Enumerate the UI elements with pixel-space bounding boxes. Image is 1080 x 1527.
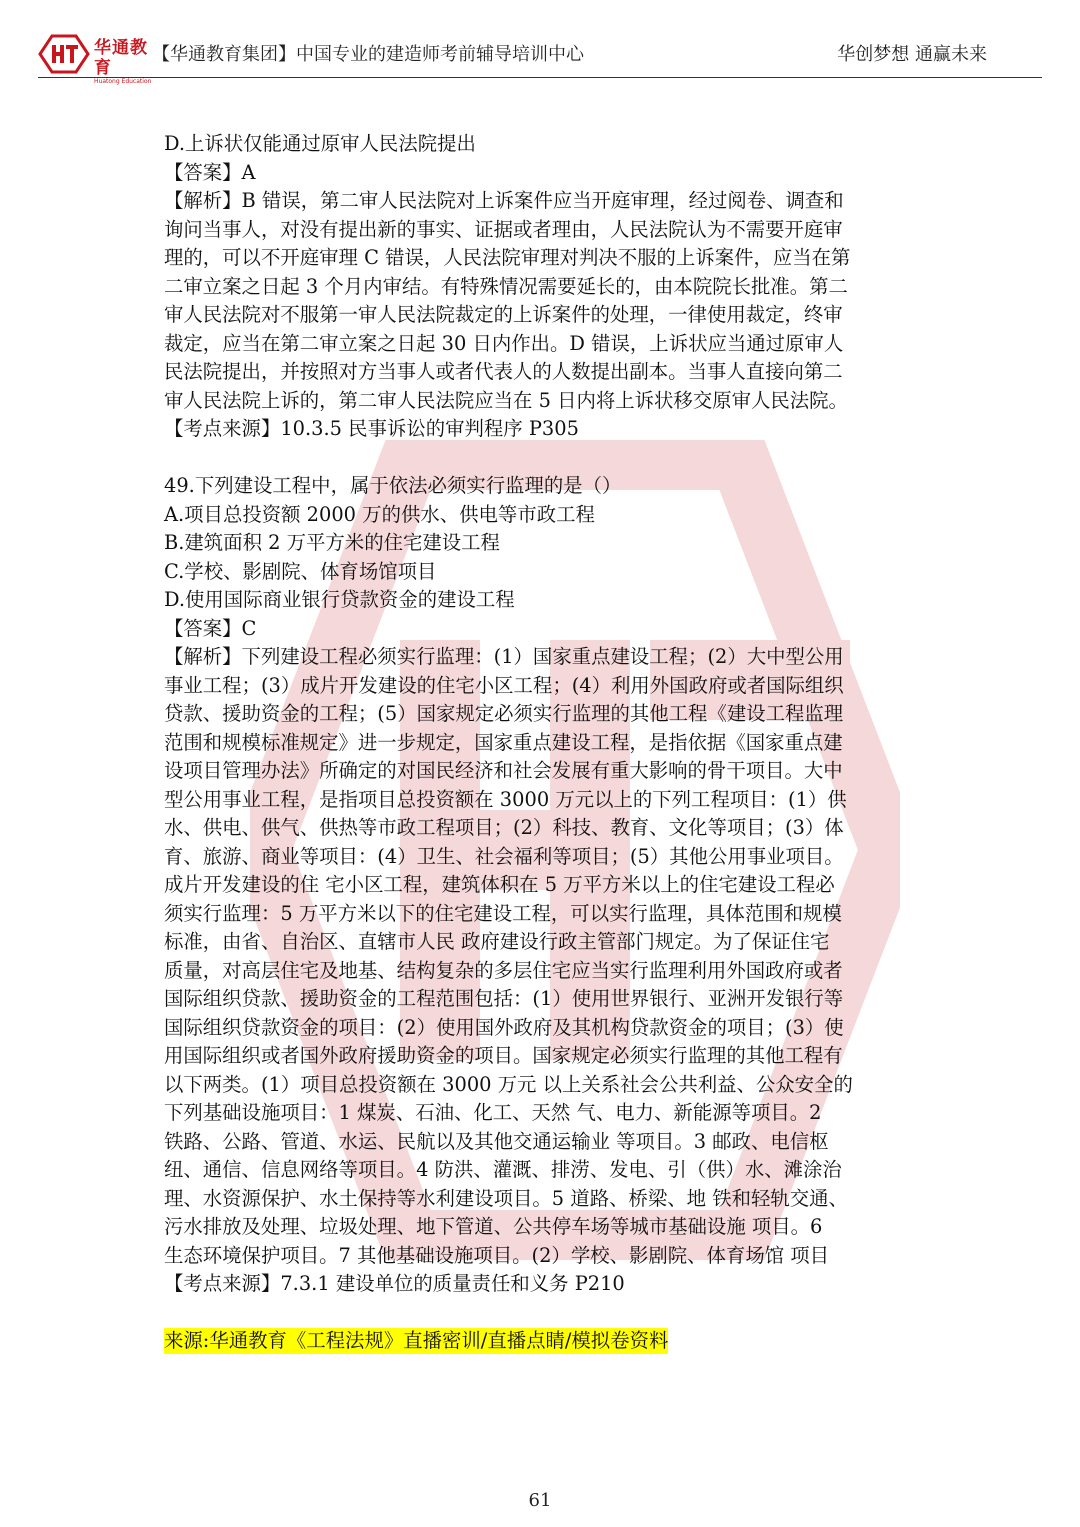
text-line: 纽、通信、信息网络等项目。4 防洪、灌溉、排涝、发电、引（供）水、滩涂治 bbox=[164, 1158, 842, 1181]
text-line: 生态环境保护项目。7 其他基础设施项目。(2）学校、影剧院、体育场馆 项目 bbox=[164, 1243, 830, 1267]
text-line: D.上诉状仅能通过原审人民法院提出 bbox=[164, 132, 476, 155]
answer-line: 【答案】C bbox=[164, 616, 257, 640]
question-48-tail bbox=[164, 130, 924, 444]
brand-name: 华通教育 bbox=[94, 38, 148, 78]
page-content bbox=[164, 130, 924, 1356]
header-slogan: 华创梦想 通赢未来 bbox=[837, 44, 987, 65]
text-line: 成片开发建设的住 宅小区工程，建筑体积在 5 万平方米以上的住宅建设工程必 bbox=[164, 873, 835, 896]
option-a: A.项目总投资额 2000 万的供水、供电等市政工程 bbox=[164, 502, 595, 526]
source-note-line bbox=[164, 1327, 924, 1356]
huatong-logo-icon bbox=[38, 34, 90, 74]
page-number: 61 bbox=[528, 1490, 552, 1511]
text-line: 询问当事人，对没有提出新的事实、证据或者理由，人民法院认为不需要开庭审 bbox=[164, 217, 843, 241]
brand-name-english: Huatong Education bbox=[94, 78, 152, 85]
text-line: 贷款、援助资金的工程；(5）国家规定必须实行监理的其他工程《建设工程监理 bbox=[164, 702, 844, 725]
source-line: 【考点来源】10.3.5 民事诉讼的审判程序 P305 bbox=[164, 417, 579, 440]
text-line: 国际组织贷款资金的项目：(2）使用国外政府及其机构贷款资金的项目；(3）使 bbox=[164, 1015, 844, 1039]
text-line: 须实行监理：5 万平方米以下的住宅建设工程，可以实行监理，具体范围和规模 bbox=[164, 901, 842, 925]
text-line: 污水排放及处理、垃圾处理、地下管道、公共停车场等城市基础设施 项目。6 bbox=[164, 1215, 823, 1238]
header-tagline: 【华通教育集团】中国专业的建造师考前辅导培训中心 bbox=[152, 44, 584, 65]
question-stem: 49.下列建设工程中，属于依法必须实行监理的是（） bbox=[164, 474, 622, 497]
header-divider bbox=[38, 77, 1042, 78]
source-line bbox=[164, 1299, 924, 1328]
source-note-highlight: 来源:华通教育《工程法规》直播密训/直播点睛/模拟卷资料 bbox=[164, 1329, 669, 1352]
text-line: 质量，对高层住宅及地基、结构复杂的多层住宅应当实行监理利用外国政府或者 bbox=[164, 958, 843, 982]
text-line: 理、水资源保护、水土保持等水利建设项目。5 道路、桥梁、地 铁和轻轨交通、 bbox=[164, 1186, 848, 1210]
text-line: 育、旅游、商业等项目：(4）卫生、社会福利等项目；(5）其他公用事业项目。 bbox=[164, 844, 844, 868]
text-line: 下列基础设施项目：1 煤炭、石油、化工、天然 气、电力、新能源等项目。2 bbox=[164, 1101, 822, 1124]
option-b: B.建筑面积 2 万平方米的住宅建设工程 bbox=[164, 531, 500, 554]
text-line: 范围和规模标准规定》进一步规定，国家重点建设工程，是指依据《国家重点建 bbox=[164, 730, 843, 754]
text-line: 【考点来源】7.3.1 建设单位的质量责任和义务 P210 bbox=[164, 1272, 625, 1295]
option-c: C.学校、影剧院、体育场馆项目 bbox=[164, 559, 437, 583]
text-line: 设项目管理办法》所确定的对国民经济和社会发展有重大影响的骨干项目。大中 bbox=[164, 759, 843, 782]
text-line: 【解析】下列建设工程必须实行监理：(1）国家重点建设工程；(2）大中型公用 bbox=[164, 645, 844, 668]
text-line: 裁定，应当在第二审立案之日起 30 日内作出。D 错误，上诉状应当通过原审人 bbox=[164, 331, 844, 355]
text-line: 审人民法院上诉的，第二审人民法院应当在 5 日内将上诉状移交原审人民法院。 bbox=[164, 388, 848, 412]
text-line: 用国际组织或者国外政府援助资金的项目。国家规定必须实行监理的其他工程有 bbox=[164, 1044, 843, 1067]
text-line: 型公用事业工程，是指项目总投资额在 3000 万元以上的下列工程项目：(1）供 bbox=[164, 787, 847, 811]
text-line: 二审立案之日起 3 个月内审结。有特殊情况需要延长的，由本院院长批准。第二 bbox=[164, 274, 848, 298]
answer-line: 【答案】A bbox=[164, 160, 256, 184]
paragraph-gap bbox=[164, 444, 924, 473]
text-line: 【解析】B 错误，第二审人民法院对上诉案件应当开庭审理，经过阅卷、调查和 bbox=[164, 189, 844, 212]
text-line: 审人民法院对不服第一审人民法院裁定的上诉案件的处理，一律使用裁定，终审 bbox=[164, 303, 843, 326]
question-49 bbox=[164, 472, 924, 1356]
text-line: 理的，可以不开庭审理 C 错误，人民法院审理对判决不服的上诉案件，应当在第 bbox=[164, 246, 851, 269]
text-line: 民法院提出，并按照对方当事人或者代表人的人数提出副本。当事人直接向第二 bbox=[164, 360, 843, 383]
text-line: 事业工程；(3）成片开发建设的住宅小区工程；(4）利用外国政府或者国际组织 bbox=[164, 673, 844, 697]
text-line: 以下两类。(1）项目总投资额在 3000 万元 以上关系社会公共利益、公众安全的 bbox=[164, 1072, 853, 1096]
brand-block bbox=[94, 38, 152, 86]
option-d: D.使用国际商业银行贷款资金的建设工程 bbox=[164, 588, 515, 611]
text-line: 水、供电、供气、供热等市政工程项目；(2）科技、教育、文化等项目；(3）体 bbox=[164, 816, 844, 839]
text-line: 标准，由省、自治区、直辖市人民 政府建设行政主管部门规定。为了保证住宅 bbox=[164, 930, 830, 953]
text-line: 国际组织贷款、援助资金的工程范围包括：(1）使用世界银行、亚洲开发银行等 bbox=[164, 987, 844, 1010]
page-header bbox=[0, 0, 1080, 85]
text-line: 铁路、公路、管道、水运、民航以及其他交通运输业 等项目。3 邮政、电信枢 bbox=[164, 1129, 829, 1153]
